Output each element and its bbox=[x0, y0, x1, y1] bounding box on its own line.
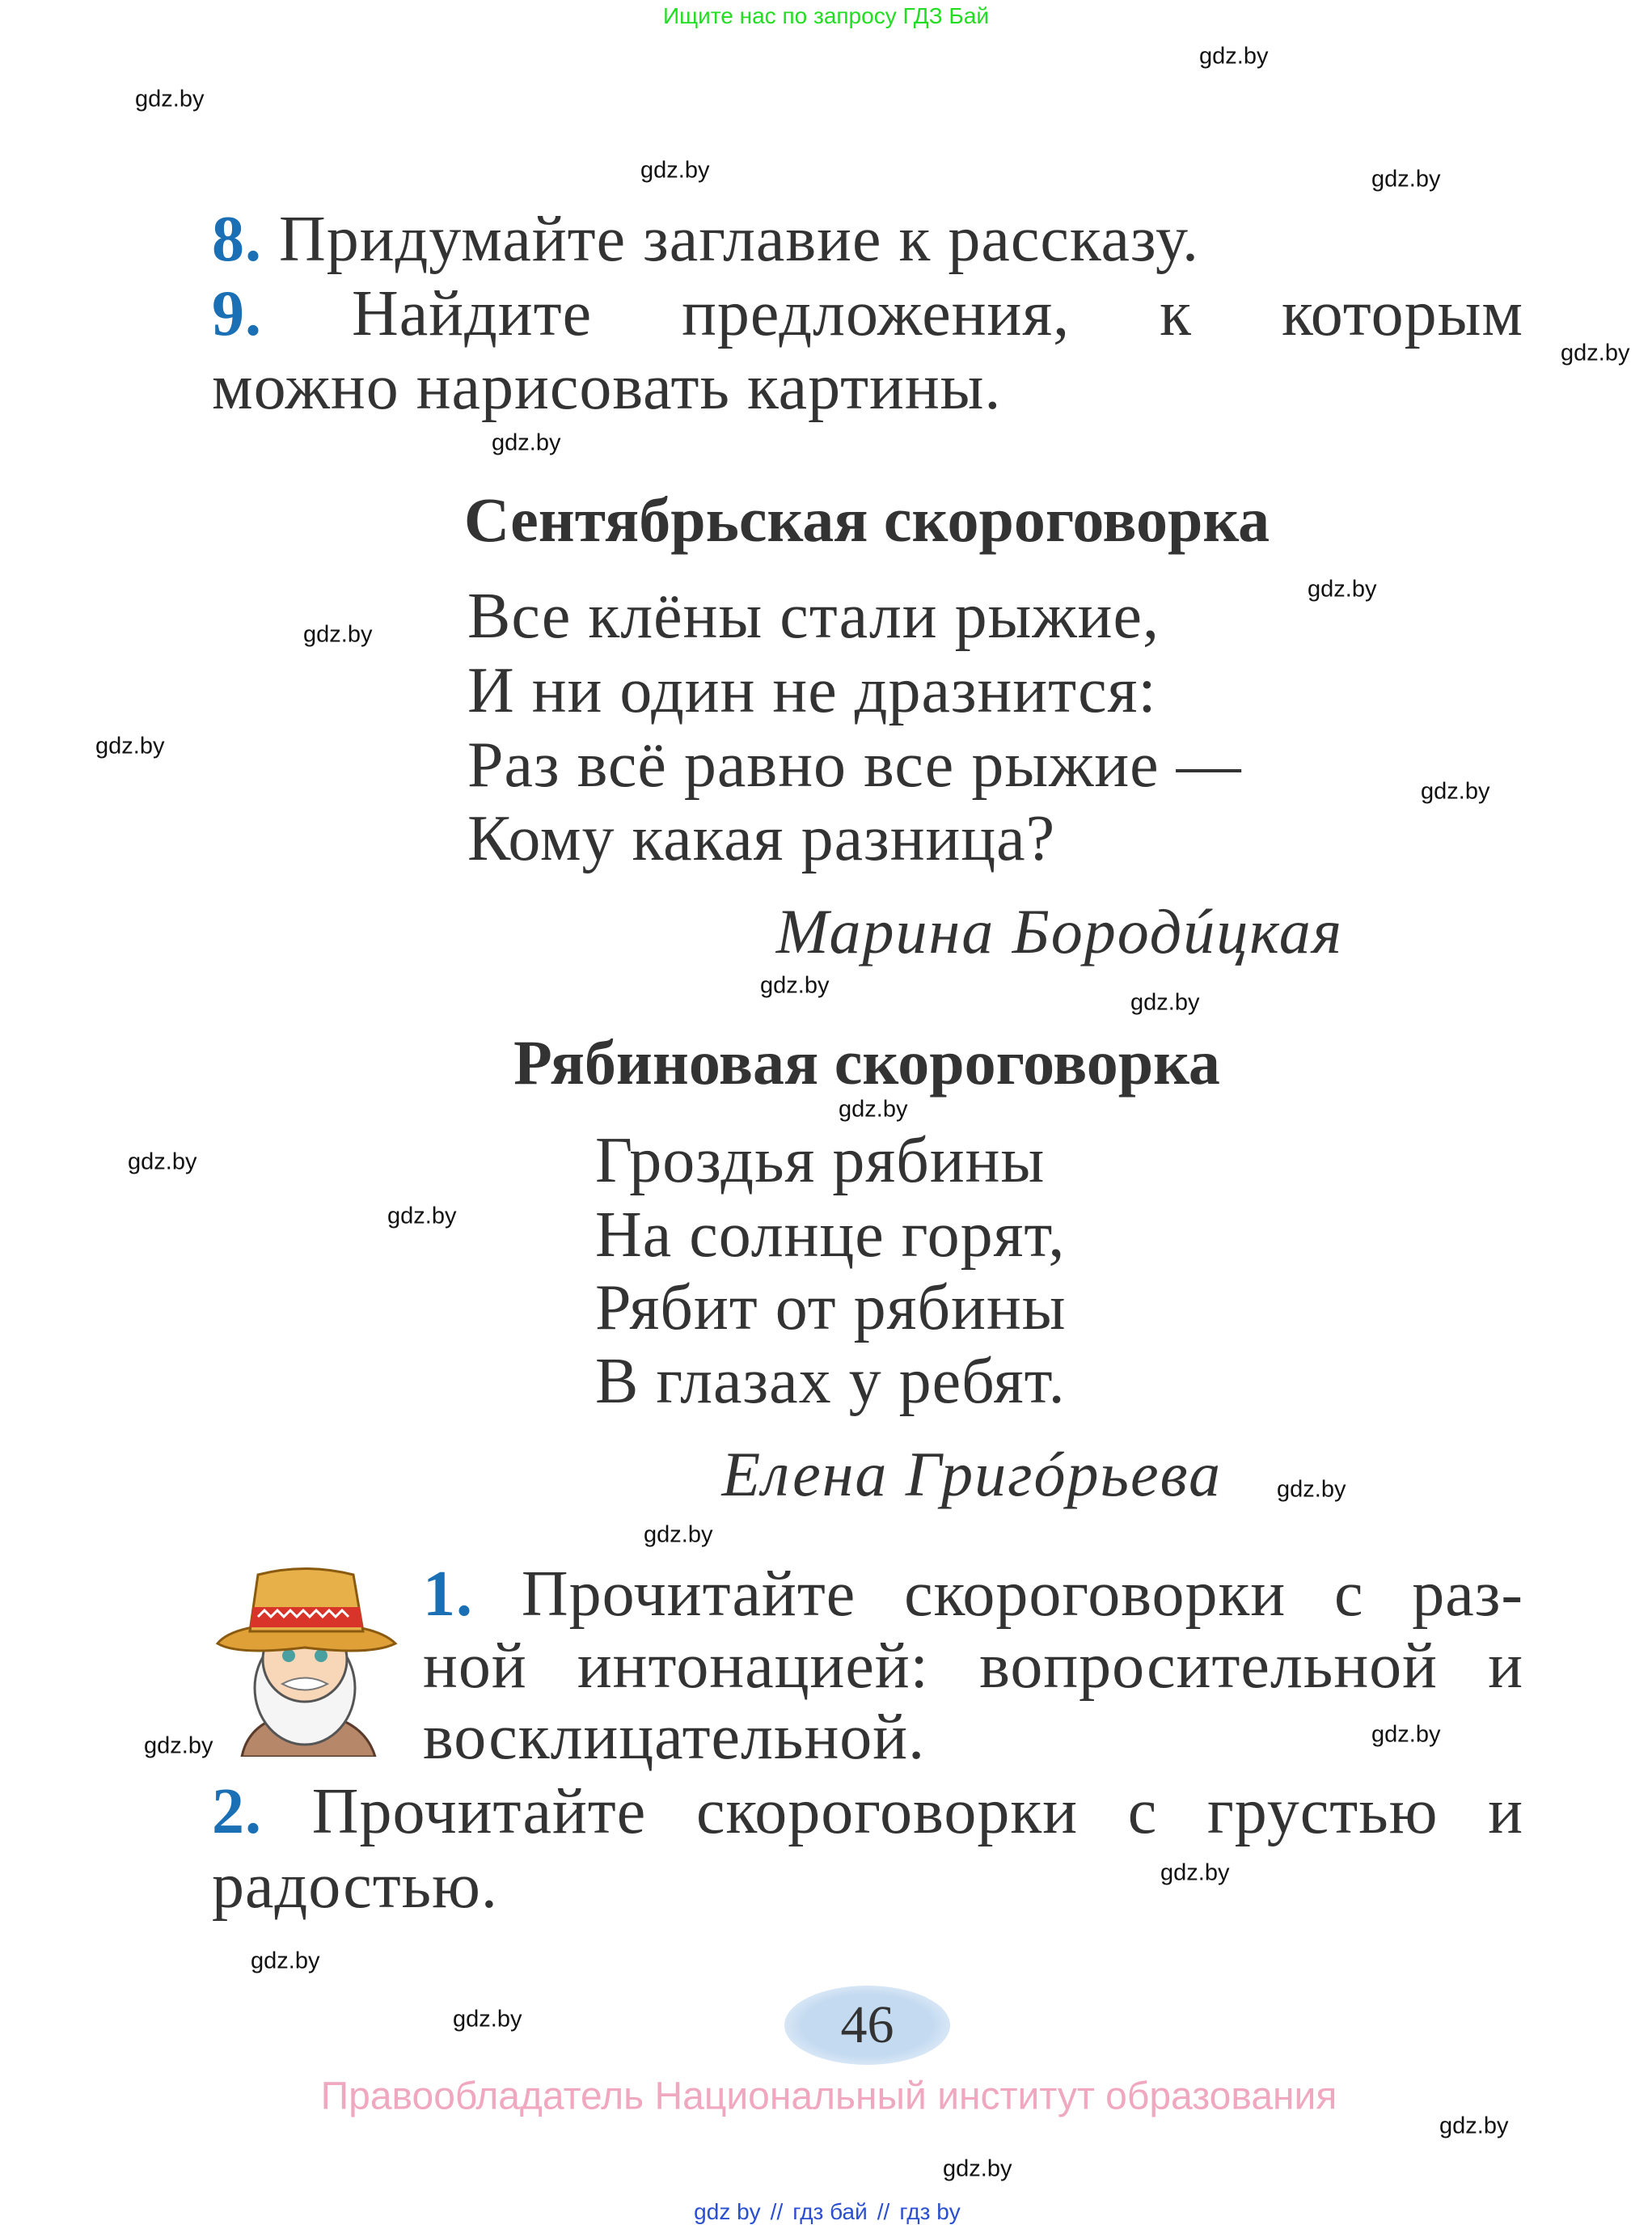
watermark: gdz.by bbox=[135, 86, 205, 112]
watermark: gdz.by bbox=[644, 1521, 713, 1548]
poem-line: Кому какая разница? bbox=[467, 803, 1056, 874]
watermark: gdz.by bbox=[839, 1096, 908, 1123]
old-man-illustration bbox=[209, 1567, 400, 1757]
task-2-continued: радостью. bbox=[212, 1851, 498, 1922]
task-number: 2. bbox=[212, 1776, 262, 1847]
page-number-text: 46 bbox=[840, 1995, 894, 2054]
poem-author: Марина Бородúцкая bbox=[775, 896, 1343, 967]
separator: // bbox=[877, 2199, 890, 2224]
poem-line: Раз всё равно все рыжие — bbox=[467, 730, 1242, 801]
watermark: gdz.by bbox=[1130, 989, 1200, 1016]
footer-links bbox=[0, 2199, 1652, 2225]
watermark: gdz.by bbox=[128, 1148, 197, 1175]
task-1-continued: ной интонацией: вопросительной и bbox=[423, 1631, 1523, 1702]
footer-link[interactable]: gdz by bbox=[694, 2199, 761, 2224]
page-number bbox=[784, 1986, 950, 2065]
watermark: gdz.by bbox=[1199, 43, 1269, 70]
watermark: gdz.by bbox=[1308, 576, 1377, 603]
task-number: 8. bbox=[212, 204, 262, 275]
search-hint: Ищите нас по запросу ГДЗ Бай bbox=[662, 3, 990, 28]
task-2 bbox=[212, 1775, 1523, 1849]
watermark: gdz.by bbox=[95, 733, 165, 759]
poem-line: В глазах у ребят. bbox=[595, 1346, 1066, 1417]
footer-link[interactable]: гдз бай bbox=[792, 2199, 868, 2224]
watermark: gdz.by bbox=[943, 2155, 1012, 2182]
watermark: gdz.by bbox=[251, 1948, 320, 1974]
task-9 bbox=[212, 277, 1523, 351]
watermark: gdz.by bbox=[492, 429, 561, 456]
task-number: 1. bbox=[423, 1559, 473, 1630]
watermark: gdz.by bbox=[303, 621, 373, 648]
watermark: gdz.by bbox=[453, 2006, 522, 2033]
watermark: gdz.by bbox=[1439, 2113, 1509, 2139]
poem-line: Рябит от рябины bbox=[595, 1272, 1067, 1343]
task-text: Найдите предложения, к которым bbox=[352, 278, 1523, 349]
task-1 bbox=[423, 1557, 1523, 1631]
task-text: Прочитайте скороговорки с раз- bbox=[521, 1559, 1523, 1630]
poem-line: И ни один не дразнится: bbox=[467, 655, 1157, 726]
watermark: gdz.by bbox=[640, 157, 710, 184]
watermark: gdz.by bbox=[1421, 778, 1490, 805]
separator: // bbox=[770, 2199, 784, 2224]
watermark: gdz.by bbox=[1277, 1476, 1346, 1503]
watermark: gdz.by bbox=[760, 972, 830, 999]
task-9-continued: можно нарисовать картины. bbox=[212, 352, 1002, 423]
task-8 bbox=[212, 202, 1199, 277]
watermark: gdz.by bbox=[1561, 340, 1630, 366]
watermark: gdz.by bbox=[1160, 1859, 1230, 1886]
poem-title: Рябиновая скороговорка bbox=[513, 1027, 1220, 1098]
task-text: Прочитайте скороговорки с грустью и bbox=[311, 1776, 1524, 1847]
task-text: Придумайте заглавие к рассказу. bbox=[279, 204, 1199, 275]
watermark: gdz.by bbox=[1371, 1721, 1441, 1748]
poem-author: Елена Григóрьева bbox=[721, 1439, 1222, 1509]
task-number: 9. bbox=[212, 278, 262, 349]
footer-link[interactable]: гдз by bbox=[899, 2199, 961, 2224]
copyright-notice: Правообладатель Национальный институт образования bbox=[320, 2075, 1337, 2118]
watermark: gdz.by bbox=[387, 1203, 457, 1229]
poem-title: Сентябрьская скороговорка bbox=[463, 484, 1270, 555]
task-1-continued: восклицательной. bbox=[423, 1702, 926, 1773]
poem-line: Гроздья рябины bbox=[595, 1125, 1046, 1196]
poem-line: На солнце горят, bbox=[595, 1199, 1066, 1271]
watermark: gdz.by bbox=[144, 1732, 213, 1759]
watermark: gdz.by bbox=[1371, 166, 1441, 192]
poem-line: Все клёны стали рыжие, bbox=[467, 581, 1160, 652]
